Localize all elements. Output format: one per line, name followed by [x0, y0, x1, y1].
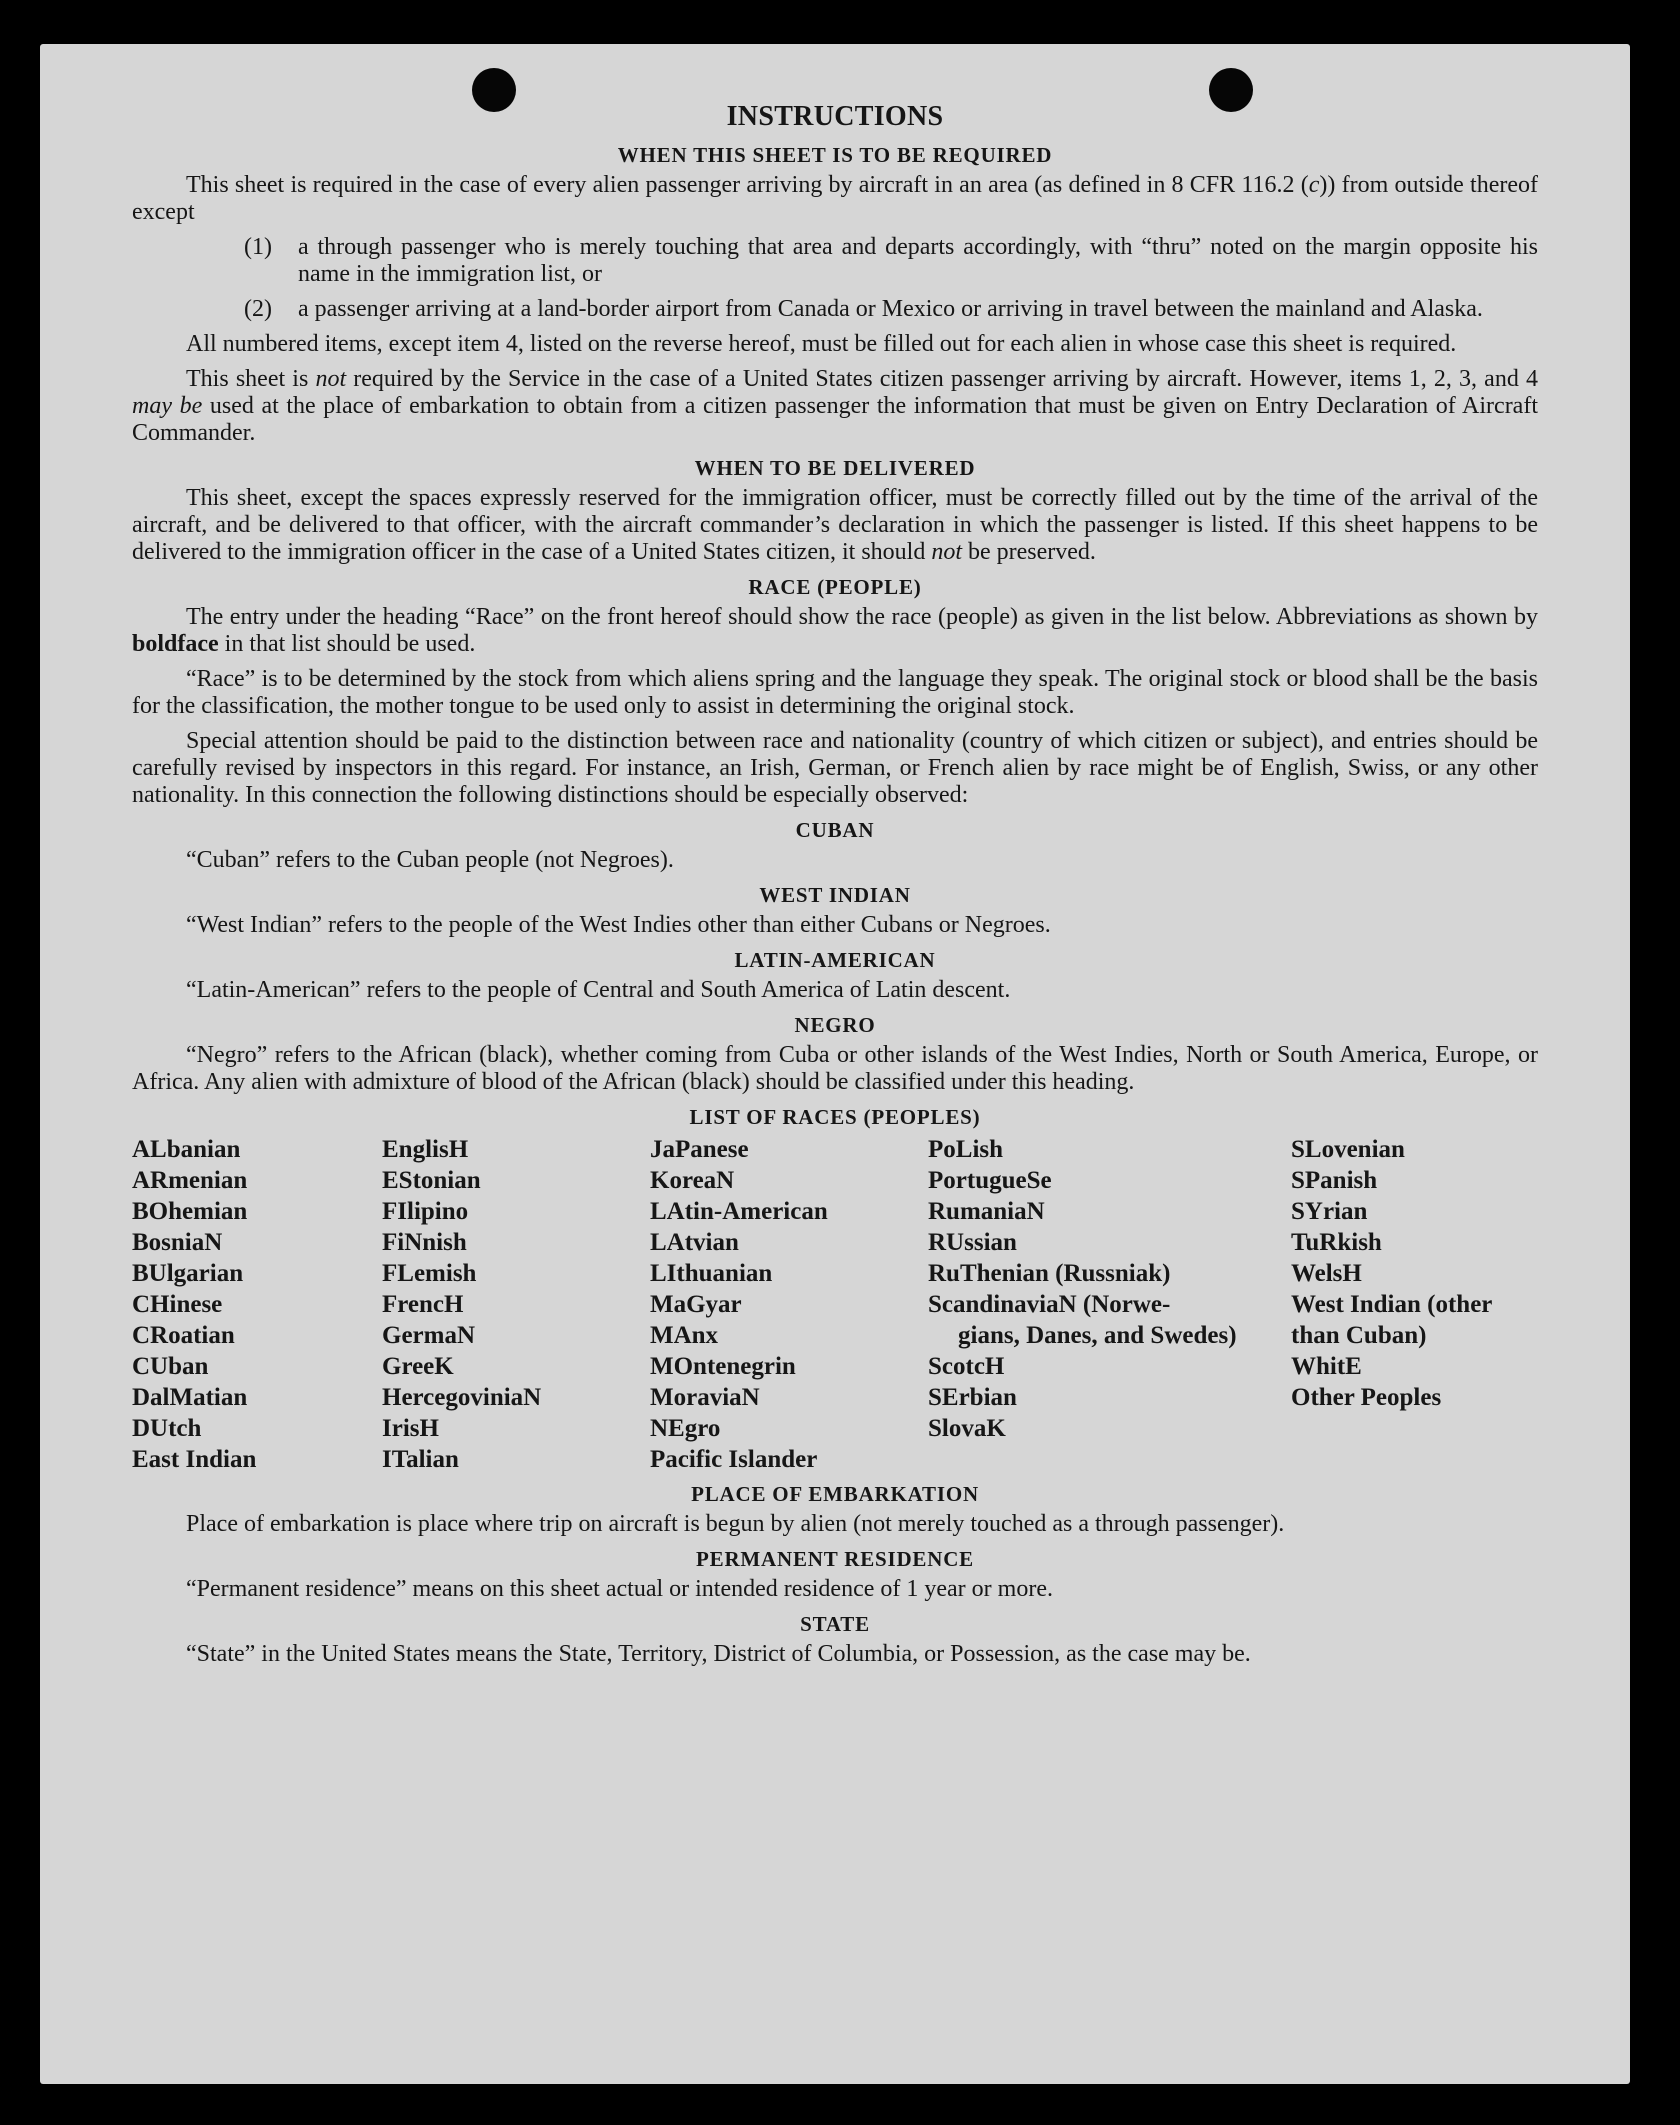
heading-state: STATE	[800, 1612, 870, 1636]
race-entry: HercegoviniaN	[382, 1384, 542, 1411]
race-column-4	[928, 1134, 1291, 1475]
citizen-text-may: may be	[132, 393, 203, 419]
race-entry: RuThenian (Russniak)	[928, 1260, 1171, 1287]
race-entry: WhitE	[1291, 1353, 1362, 1380]
race-entry: FiNnish	[382, 1229, 467, 1256]
race-column-2	[382, 1134, 650, 1475]
delivered-text-b: be preserved.	[962, 539, 1096, 565]
definition-west-indian: “West Indian” refers to the people of the West Indies other than either Cubans or Negroes.	[186, 912, 1051, 938]
race-text-b: in that list should be used.	[218, 631, 476, 657]
intro-text-a: This sheet is required in the case of every alien passenger arriving by aircraft in an area (as defined in 8 CFR 116.2 (	[186, 172, 1309, 198]
race-entry: SErbian	[928, 1384, 1017, 1411]
race-entry: EnglisH	[382, 1136, 469, 1163]
race-entry: SYrian	[1291, 1198, 1368, 1225]
definition-latin-american: “Latin-American” refers to the people of Central and South America of Latin descent.	[186, 977, 1011, 1003]
heading-list-of-races: LIST OF RACES (PEOPLES)	[689, 1105, 981, 1129]
page-title: INSTRUCTIONS	[726, 101, 944, 132]
item-text: a through passenger who is merely touching that area and departs accordingly, with “thru” noted on the margin opposite his name in the immigration list, or	[298, 234, 1538, 287]
heading-west-indian: WEST INDIAN	[759, 883, 911, 907]
item-number: (1)	[244, 234, 272, 260]
race-entry: BOhemian	[132, 1198, 248, 1225]
citizen-text-b: required by the Service in the case of a United States citizen passenger arriving by aircraft. However, items 1, 2, 3, and 4	[346, 366, 1538, 392]
heading-embarkation: PLACE OF EMBARKATION	[691, 1482, 979, 1506]
item-number: (2)	[244, 296, 272, 322]
race-entry: GermaN	[382, 1322, 476, 1349]
race-column-3	[650, 1134, 928, 1475]
delivered-text-not: not	[931, 539, 962, 565]
race-entry: IrisH	[382, 1415, 439, 1442]
citizen-text-a: This sheet is	[186, 366, 316, 392]
paragraph-race-2: “Race” is to be determined by the stock from which aliens spring and the language they speak. The original stock or blood shall be the basis for the classification, the mother tongue to be used only to assist in determining the original stock.	[132, 666, 1538, 719]
race-entry: SlovaK	[928, 1415, 1006, 1442]
heading-latin-american: LATIN-AMERICAN	[734, 948, 936, 972]
paragraph-race-1	[132, 604, 1538, 658]
race-entry: West Indian (other than Cuban)	[1291, 1291, 1492, 1349]
race-entry-scandinavian: ScandinaviaN (Norwe-	[928, 1291, 1171, 1318]
race-entry: RUssian	[928, 1229, 1017, 1256]
race-entry: MAnx	[650, 1322, 719, 1349]
heading-race: RACE (PEOPLE)	[748, 575, 922, 599]
race-entry: LAtin-American	[650, 1198, 828, 1225]
item-text: a passenger arriving at a land-border airport from Canada or Mexico or arriving in travel between the mainland and Alaska.	[298, 296, 1483, 322]
race-entry: Other Peoples	[1291, 1384, 1442, 1411]
race-entry: FLemish	[382, 1260, 477, 1287]
paragraph-citizen	[132, 366, 1538, 447]
race-entry: ScotcH	[928, 1353, 1005, 1380]
paragraph-race-3: Special attention should be paid to the distinction between race and nationality (country of which citizen or subject), and entries should be carefully revised by inspectors in this regard. For instance, an Irish, German, or French alien by race might be of English, Swiss, or any other nationality. In this connection the following distinctions should be especially observed:	[132, 728, 1538, 808]
race-entry: DalMatian	[132, 1384, 248, 1411]
race-entry: FrencH	[382, 1291, 464, 1318]
race-entry: East Indian	[132, 1446, 257, 1473]
heading-negro: NEGRO	[794, 1013, 876, 1037]
race-entry: BosniaN	[132, 1229, 223, 1256]
heading-when-delivered: WHEN TO BE DELIVERED	[694, 456, 976, 480]
race-entry: MOntenegrin	[650, 1353, 796, 1380]
race-text-a: The entry under the heading “Race” on the front hereof should show the race (people) as given in the list below. Abbreviations as shown by	[186, 604, 1538, 630]
race-entry: TuRkish	[1291, 1229, 1382, 1256]
race-column-5	[1291, 1134, 1538, 1475]
race-entry: ALbanian	[132, 1136, 241, 1163]
race-entry: LAtvian	[650, 1229, 739, 1256]
paragraph-delivered	[132, 485, 1538, 566]
race-entry: WelsH	[1291, 1260, 1362, 1287]
paragraph-required-intro	[132, 172, 1538, 226]
race-entry: FIlipino	[382, 1198, 469, 1225]
race-entry: CUban	[132, 1353, 209, 1380]
race-entry: MaGyar	[650, 1291, 742, 1318]
race-entry: NEgro	[650, 1415, 721, 1442]
heading-cuban: CUBAN	[795, 818, 875, 842]
paragraph-numbered-items: All numbered items, except item 4, listed on the reverse hereof, must be filled out for each alien in whose case this sheet is required.	[186, 331, 1457, 357]
race-entry: LIthuanian	[650, 1260, 773, 1287]
race-entry: CRoatian	[132, 1322, 235, 1349]
race-entry: Pacific Islander	[650, 1446, 818, 1473]
race-entry: EStonian	[382, 1167, 481, 1194]
paragraph-state: “State” in the United States means the State, Territory, District of Columbia, or Possession, as the case may be.	[186, 1641, 1251, 1667]
heading-when-required: WHEN THIS SHEET IS TO BE REQUIRED	[617, 143, 1053, 167]
citizen-text-c: used at the place of embarkation to obtain from a citizen passenger the information that must be given on Entry Declaration of Aircraft Commander.	[132, 393, 1538, 446]
race-entry: JaPanese	[650, 1136, 749, 1163]
race-entry: ARmenian	[132, 1167, 248, 1194]
race-entry: SPanish	[1291, 1167, 1378, 1194]
race-entry-scandinavian-cont: gians, Danes, and Swedes)	[958, 1322, 1237, 1349]
delivered-text-a: This sheet, except the spaces expressly reserved for the immigration officer, must be correctly filled out by the time of the arrival of the aircraft, and be delivered to that officer, with the aircraft commander’s declaration in which the passenger is listed. If this sheet happens to be delivered to the immigration officer in the case of a United States citizen, it should	[132, 485, 1538, 565]
paragraph-permanent-residence: “Permanent residence” means on this sheet actual or intended residence of 1 year or more.	[186, 1576, 1053, 1602]
race-entry: MoraviaN	[650, 1384, 760, 1411]
race-entry: ITalian	[382, 1446, 459, 1473]
exception-item	[132, 296, 1538, 323]
race-entry: RumaniaN	[928, 1198, 1045, 1225]
race-entry: PoLish	[928, 1136, 1004, 1163]
definition-negro: “Negro” refers to the African (black), whether coming from Cuba or other islands of the West Indies, North or South America, Europe, or Africa. Any alien with admixture of blood of the African (black) should be classified under this heading.	[132, 1042, 1538, 1095]
race-entry: CHinese	[132, 1291, 223, 1318]
race-column-1	[132, 1134, 382, 1475]
heading-permanent-residence: PERMANENT RESIDENCE	[696, 1547, 974, 1571]
race-text-bold: boldface	[132, 631, 219, 657]
race-entry: SLovenian	[1291, 1136, 1405, 1163]
citizen-text-not: not	[315, 366, 347, 392]
paragraph-embarkation: Place of embarkation is place where trip on aircraft is begun by alien (not merely touched as a through passenger).	[186, 1511, 1285, 1537]
race-entry: GreeK	[382, 1353, 454, 1380]
document-sheet	[40, 44, 1630, 2084]
race-entry: PortugueSe	[928, 1167, 1052, 1194]
race-entry: KoreaN	[650, 1167, 735, 1194]
intro-text-c: c	[1308, 172, 1320, 198]
definition-cuban: “Cuban” refers to the Cuban people (not Negroes).	[186, 847, 674, 873]
race-entry: DUtch	[132, 1415, 202, 1442]
intro-text-b: )) from outside thereof except	[132, 172, 1538, 225]
race-entry: BUlgarian	[132, 1260, 244, 1287]
race-list	[132, 1134, 1538, 1475]
document-body	[132, 102, 1538, 1676]
exception-item	[132, 234, 1538, 288]
